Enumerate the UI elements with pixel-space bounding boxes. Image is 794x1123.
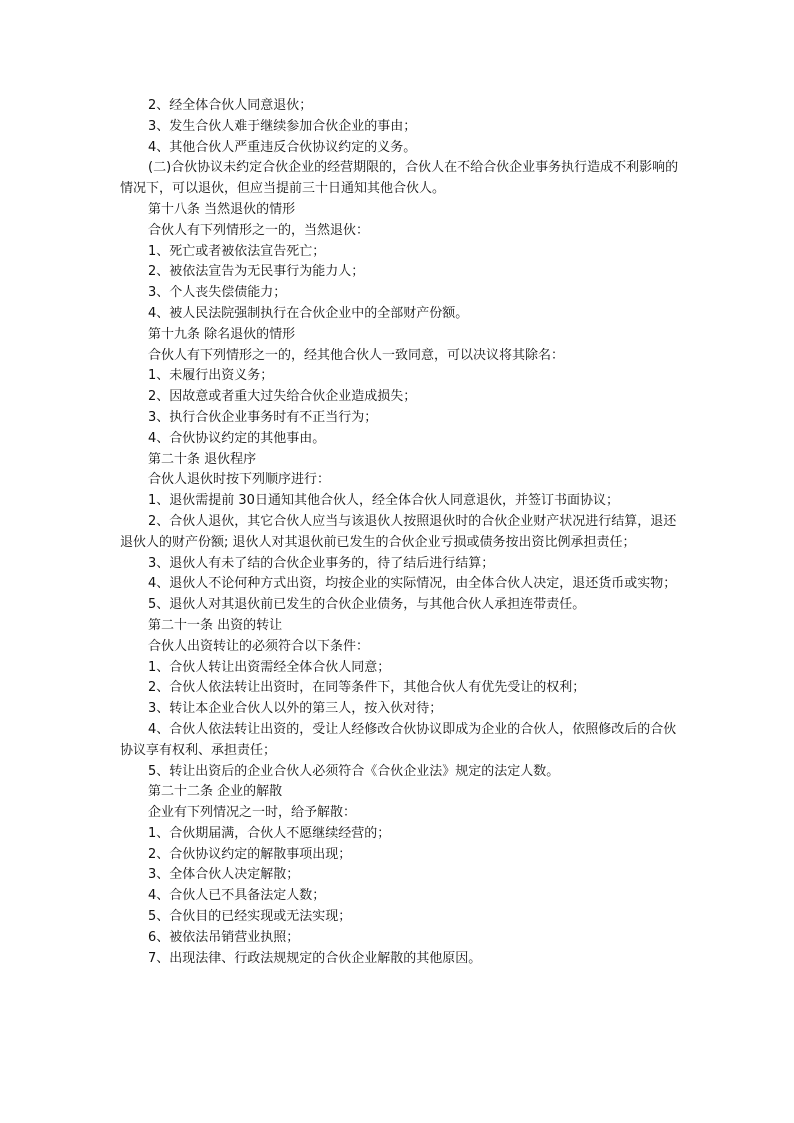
article-heading: 第二十条 退伙程序 — [148, 451, 257, 467]
list-item: 3、执行合伙企业事务时有不正当行为； — [148, 409, 378, 425]
list-item: 4、被人民法院强制执行在合伙企业中的全部财产份额。 — [148, 305, 469, 321]
list-item: 2、合伙人依法转让出资时，在同等条件下，其他合伙人有优先受让的权利； — [148, 680, 586, 696]
list-item: 4、合伙人依法转让出资的，受让人经修改合伙协议即成为企业的合伙人，依照修改后的合伙协议享有权利、承担责任； — [120, 721, 677, 758]
list-item: 1、死亡或者被依法宣告死亡； — [148, 243, 326, 259]
list-item: 2、合伙协议约定的解散事项出现； — [148, 846, 352, 862]
list-item: 4、其他合伙人严重违反合伙协议约定的义务。 — [148, 139, 417, 155]
article-heading: 第二十一条 出资的转让 — [148, 617, 283, 633]
body-paragraph: 合伙人退伙时按下列顺序进行： — [148, 472, 331, 488]
list-item: 3、退伙人有未了结的合伙企业事务的，待了结后进行结算； — [148, 555, 495, 571]
list-item: 2、被依法宣告为无民事行为能力人； — [148, 264, 365, 280]
list-item: 1、合伙人转让出资需经全体合伙人同意； — [148, 659, 391, 675]
body-paragraph: 合伙人有下列情形之一的，当然退伙： — [148, 222, 370, 238]
list-item: 5、退伙人对其退伙前已发生的合伙企业债务，与其他合伙人承担连带责任。 — [148, 597, 586, 613]
body-paragraph: 合伙人出资转让的必须符合以下条件： — [148, 638, 370, 654]
list-item: 3、全体合伙人决定解散； — [148, 867, 300, 883]
list-item: 4、合伙协议约定的其他事由。 — [148, 430, 326, 446]
list-item: 3、转让本企业合伙人以外的第三人，按入伙对待； — [148, 701, 443, 717]
list-item: 5、转让出资后的企业合伙人必须符合《合伙企业法》规定的法定人数。 — [148, 763, 560, 779]
body-paragraph: 企业有下列情况之一时，给予解散： — [148, 805, 357, 821]
list-item: 3、发生合伙人难于继续参加合伙企业的事由； — [148, 118, 417, 134]
list-item: 1、合伙期届满，合伙人不愿继续经营的； — [148, 825, 391, 841]
list-item: 6、被依法吊销营业执照； — [148, 929, 300, 945]
list-item: 3、个人丧失偿债能力； — [148, 285, 287, 301]
list-item: 4、合伙人已不具备法定人数； — [148, 888, 326, 904]
list-item: 2、因故意或者重大过失给合伙企业造成损失； — [148, 389, 417, 405]
list-item: 1、退伙需提前 30日通知其他合伙人，经全体合伙人同意退伙，并签订书面协议； — [148, 493, 619, 509]
article-heading: 第十八条 当然退伙的情形 — [148, 201, 296, 217]
list-item: 2、经全体合伙人同意退伙； — [148, 98, 313, 113]
body-paragraph: (二)合伙协议未约定合伙企业的经营期限的，合伙人在不给合伙企业事务执行造成不利影响的情况下，可以退伙，但应当提前三十日通知其他合伙人。 — [120, 160, 679, 197]
list-item: 2、合伙人退伙，其它合伙人应当与该退伙人按照退伙时的合伙企业财产状况进行结算，退还退伙人的财产份额; 退伙人对其退伙前已发生的合伙企业亏损或债务按出资比例承担责任； — [120, 513, 677, 550]
article-heading: 第二十二条 企业的解散 — [148, 784, 283, 800]
document-page — [120, 96, 680, 969]
list-item: 7、出现法律、行政法规规定的合伙企业解散的其他原因。 — [148, 950, 482, 966]
list-item: 5、合伙目的已经实现或无法实现； — [148, 909, 352, 925]
list-item: 1、未履行出资义务； — [148, 368, 274, 384]
article-heading: 第十九条 除名退伙的情形 — [148, 326, 296, 342]
body-paragraph: 合伙人有下列情形之一的，经其他合伙人一致同意，可以决议将其除名： — [148, 347, 565, 363]
list-item: 4、退伙人不论何种方式出资，均按企业的实际情况，由全体合伙人决定，退还货币或实物； — [148, 576, 677, 592]
